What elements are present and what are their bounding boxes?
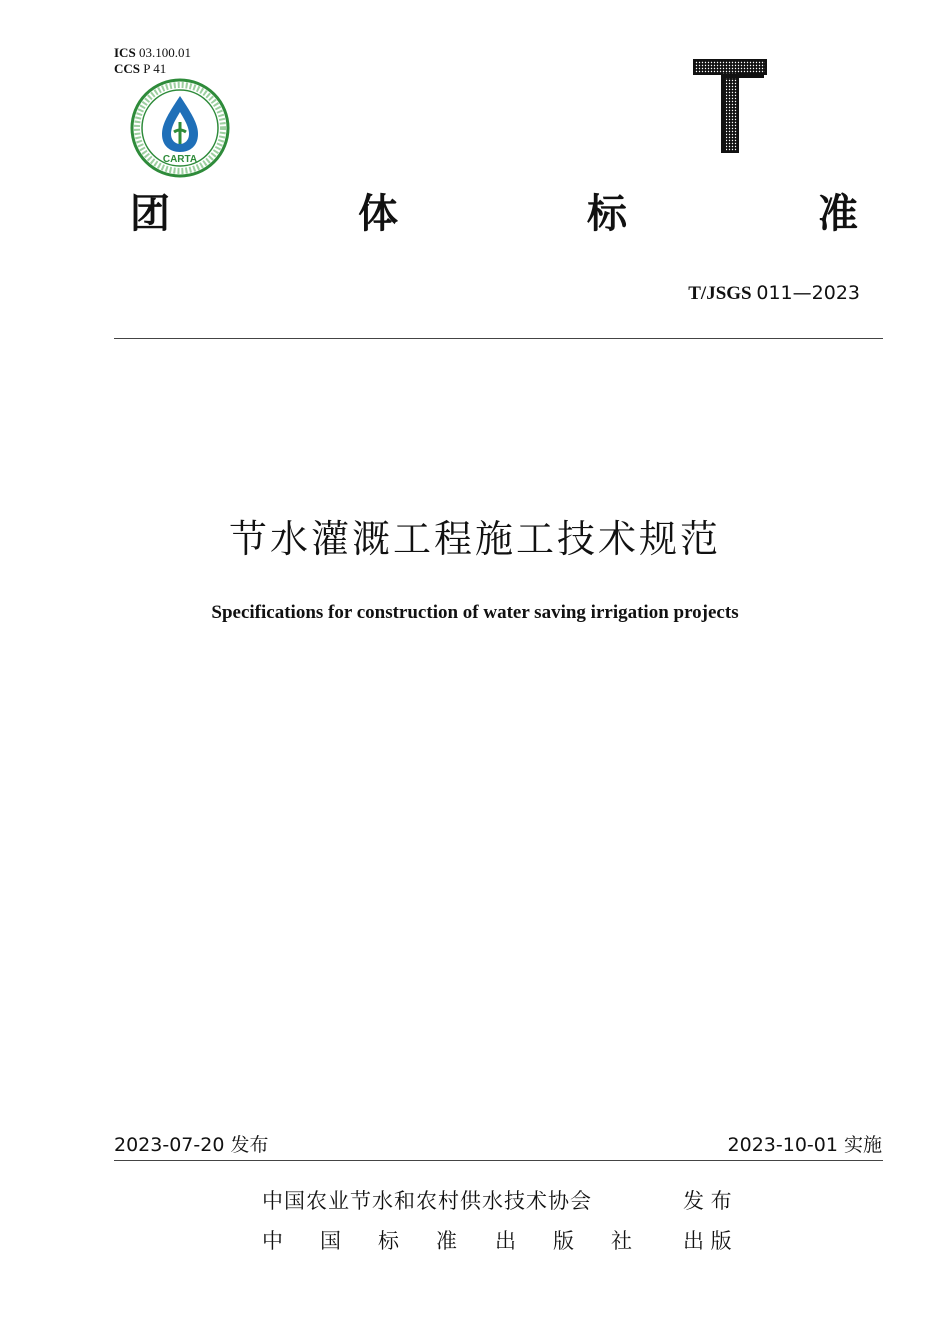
press-char-7: 社 (611, 1229, 632, 1253)
ics-line (114, 45, 191, 61)
standard-letter: T (692, 58, 693, 59)
heading-char-3: 标 (587, 191, 627, 237)
press-char-6: 版 (553, 1229, 574, 1253)
press-char-3: 标 (378, 1229, 399, 1253)
heading-char-1: 团 (130, 191, 170, 237)
title-english: Specifications for construction of water saving irrigation projects (211, 602, 739, 623)
heading-char-2: 体 (358, 191, 398, 237)
ccs-code: P 41 (143, 61, 167, 76)
issuer-name: 中国农业节水和农村供水技术协会 (262, 1189, 592, 1213)
ics-code: 03.100.01 (138, 45, 191, 60)
carta-logo (130, 78, 230, 178)
ccs-line (114, 61, 191, 77)
issue-date: 2023-07-20 发布 (114, 1134, 269, 1156)
press-char-1: 中 (262, 1229, 283, 1253)
logo-text: CARTA (162, 154, 198, 165)
ccs-label: CCS (114, 61, 141, 76)
issuer-action: 发 布 (683, 1189, 732, 1213)
implement-date: 2023-10-01 实施 (727, 1134, 882, 1156)
standard-type-mark (692, 58, 768, 154)
top-divider (114, 338, 883, 339)
title-chinese: 节水灌溉工程施工技术规范 (228, 517, 721, 561)
classification-codes (114, 45, 191, 77)
bottom-divider (114, 1160, 883, 1161)
press-char-2: 国 (320, 1229, 341, 1253)
standard-year-number: 011—2023 (756, 282, 860, 304)
heading-char-4: 准 (818, 191, 858, 237)
press-char-4: 准 (436, 1229, 457, 1253)
press-char-5: 出 (495, 1229, 516, 1253)
standard-number (688, 282, 860, 305)
press-action: 出 版 (683, 1229, 732, 1253)
standard-prefix: T/JSGS (688, 283, 752, 304)
ics-label: ICS (114, 45, 136, 60)
